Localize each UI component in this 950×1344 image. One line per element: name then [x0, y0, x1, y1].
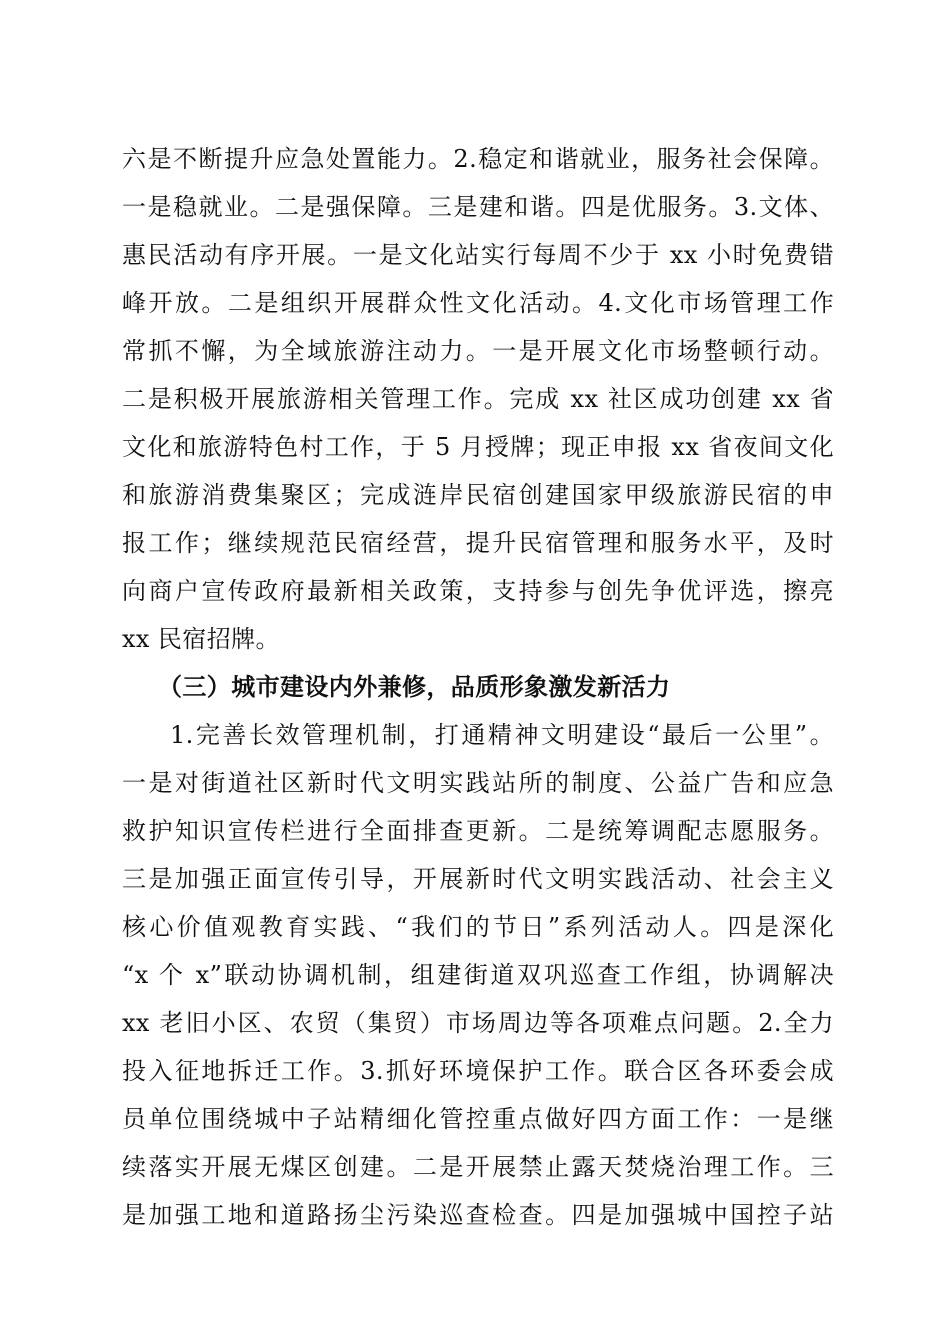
body-text-line: 向商户宣传政府最新相关政策，支持参与创先争优评选，擦亮 [122, 577, 834, 605]
body-text-line: 报工作；继续规范民宿经营，提升民宿管理和服务水平，及时 [122, 529, 834, 557]
body-text-line: xx 老旧小区、农贸（集贸）市场周边等各项难点问题。2.全力 [122, 1009, 834, 1037]
body-text-line: 员单位围绕城中子站精细化管控重点做好四方面工作：一是继 [122, 1105, 834, 1133]
body-text-line: 1.完善长效管理机制，打通精神文明建设“最后一公里”。 [170, 721, 834, 749]
body-text-line: 常抓不懈，为全域旅游注动力。一是开展文化市场整顿行动。 [122, 337, 834, 365]
body-text-line: 投入征地拆迁工作。3.抓好环境保护工作。联合区各环委会成 [122, 1057, 834, 1085]
body-text-line: 续落实开展无煤区创建。二是开展禁止露天焚烧治理工作。三 [122, 1153, 834, 1181]
body-text-line: 一是对街道社区新时代文明实践站所的制度、公益广告和应急 [122, 769, 834, 797]
body-text-line: 是加强工地和道路扬尘污染巡查检查。四是加强城中国控子站 [122, 1201, 834, 1229]
body-text-line: 惠民活动有序开展。一是文化站实行每周不少于 xx 小时免费错 [122, 241, 834, 269]
body-text-line: 三是加强正面宣传引导，开展新时代文明实践活动、社会主义 [122, 865, 834, 893]
body-text-line: “x 个 x”联动协调机制，组建街道双巩巡查工作组，协调解决 [122, 961, 834, 989]
body-text-line: 二是积极开展旅游相关管理工作。完成 xx 社区成功创建 xx 省 [122, 385, 834, 413]
body-text-line: 一是稳就业。二是强保障。三是建和谐。四是优服务。3.文体、 [122, 193, 834, 221]
body-text-line: 救护知识宣传栏进行全面排查更新。二是统筹调配志愿服务。 [122, 817, 834, 845]
body-text-line: xx 民宿招牌。 [122, 625, 280, 653]
section-heading: （三）城市建设内外兼修，品质形象激发新活力 [158, 672, 671, 701]
body-text-line: 六是不断提升应急处置能力。2.稳定和谐就业，服务社会保障。 [122, 145, 834, 173]
body-text-line: 文化和旅游特色村工作，于 5 月授牌；现正申报 xx 省夜间文化 [122, 433, 834, 461]
body-text-line: 核心价值观教育实践、“我们的节日”系列活动人。四是深化 [122, 913, 834, 941]
body-text-line: 和旅游消费集聚区；完成涟岸民宿创建国家甲级旅游民宿的申 [122, 481, 834, 509]
body-text-line: 峰开放。二是组织开展群众性文化活动。4.文化市场管理工作 [122, 289, 834, 317]
